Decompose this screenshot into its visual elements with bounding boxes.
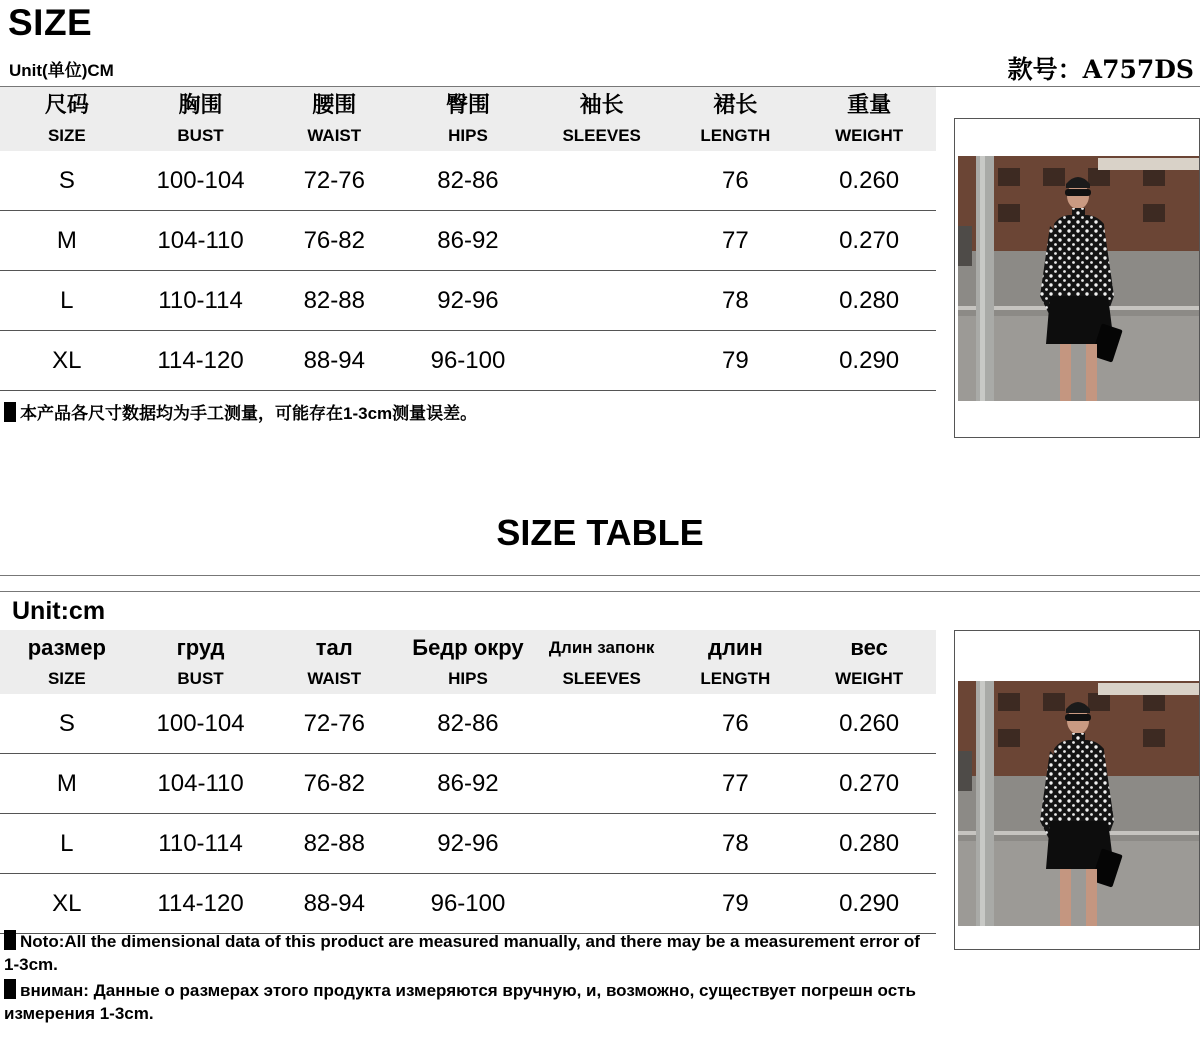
- table-row: [0, 211, 936, 271]
- measurement-note-ru: вниман: Данные о размерах этого продукта измеряются вручную, и, возможно, существует погрешн ость измерения 1-3cm.: [4, 981, 916, 1023]
- size-table-title: SIZE TABLE: [496, 512, 704, 553]
- cell-size: XL: [0, 331, 134, 391]
- divider: [0, 591, 1200, 592]
- header-hips: Бедр окру HIPS: [401, 630, 535, 694]
- header-sleeves: 袖长 SLEEVES: [535, 87, 669, 151]
- cell-length: 76: [669, 694, 803, 754]
- cell-sleeves: [535, 151, 669, 211]
- cell-waist: 88-94: [267, 331, 401, 391]
- cell-weight: 0.270: [802, 211, 936, 271]
- table-header-row: [0, 87, 936, 151]
- product-photo: [958, 156, 1199, 401]
- header-length: 裙长 LENGTH: [669, 87, 803, 151]
- cell-waist: 82-88: [267, 271, 401, 331]
- header-waist: тал WAIST: [267, 630, 401, 694]
- unit-label: Unit:cm: [12, 597, 106, 625]
- cell-hips: 92-96: [401, 814, 535, 874]
- cell-length: 76: [669, 151, 803, 211]
- cell-waist: 82-88: [267, 814, 401, 874]
- cell-hips: 96-100: [401, 331, 535, 391]
- header-bust: 胸围 BUST: [134, 87, 268, 151]
- cell-hips: 92-96: [401, 271, 535, 331]
- cell-bust: 110-114: [134, 271, 268, 331]
- cell-waist: 76-82: [267, 754, 401, 814]
- cell-bust: 104-110: [134, 754, 268, 814]
- table-row: [0, 151, 936, 211]
- model-number: 款号：A757DS: [1007, 55, 1194, 84]
- header-weight: вес WEIGHT: [802, 630, 936, 694]
- table-row: [0, 754, 936, 814]
- note-marker: [4, 979, 16, 999]
- cell-length: 77: [669, 211, 803, 271]
- divider: [0, 575, 1200, 576]
- measurement-note-cn: 本产品各尺寸数据均为手工测量，可能存在1-3cm测量误差。: [4, 402, 934, 425]
- size-table-cn: [0, 87, 936, 391]
- page-title: SIZE: [8, 2, 93, 43]
- cell-length: 79: [669, 874, 803, 934]
- cell-weight: 0.260: [802, 694, 936, 754]
- header-size: размер SIZE: [0, 630, 134, 694]
- note-marker: [4, 930, 16, 950]
- table-row: [0, 874, 936, 934]
- cell-size: L: [0, 814, 134, 874]
- cell-weight: 0.260: [802, 151, 936, 211]
- cell-size: L: [0, 271, 134, 331]
- product-photo-frame: [954, 630, 1200, 950]
- cell-weight: 0.290: [802, 331, 936, 391]
- cell-bust: 110-114: [134, 814, 268, 874]
- header-hips: 臀围 HIPS: [401, 87, 535, 151]
- cell-bust: 100-104: [134, 151, 268, 211]
- cell-waist: 72-76: [267, 694, 401, 754]
- cell-sleeves: [535, 754, 669, 814]
- header-length: длин LENGTH: [669, 630, 803, 694]
- cell-weight: 0.290: [802, 874, 936, 934]
- cell-weight: 0.280: [802, 814, 936, 874]
- cell-hips: 82-86: [401, 694, 535, 754]
- table-header-row: [0, 630, 936, 694]
- cell-length: 78: [669, 271, 803, 331]
- cell-hips: 96-100: [401, 874, 535, 934]
- table-row: [0, 694, 936, 754]
- cell-size: M: [0, 211, 134, 271]
- cell-sleeves: [535, 694, 669, 754]
- measurement-note-en: Noto:All the dimensional data of this product are measured manually, and there may be a measurement error of 1-3cm.: [4, 932, 920, 974]
- cell-size: M: [0, 754, 134, 814]
- cell-length: 79: [669, 331, 803, 391]
- cell-waist: 72-76: [267, 151, 401, 211]
- cell-size: S: [0, 151, 134, 211]
- cell-sleeves: [535, 331, 669, 391]
- table-row: [0, 814, 936, 874]
- cell-length: 77: [669, 754, 803, 814]
- cell-size: XL: [0, 874, 134, 934]
- cell-bust: 104-110: [134, 211, 268, 271]
- cell-hips: 82-86: [401, 151, 535, 211]
- cell-bust: 114-120: [134, 331, 268, 391]
- note-marker: [4, 402, 16, 422]
- cell-hips: 86-92: [401, 754, 535, 814]
- table-row: [0, 271, 936, 331]
- cell-sleeves: [535, 814, 669, 874]
- cell-weight: 0.280: [802, 271, 936, 331]
- header-size: 尺码 SIZE: [0, 87, 134, 151]
- cell-sleeves: [535, 271, 669, 331]
- product-photo-frame: [954, 118, 1200, 438]
- unit-label: Unit(单位)CM: [9, 61, 114, 80]
- header-sleeves: Длин запонк SLEEVES: [535, 630, 669, 694]
- header-bust: груд BUST: [134, 630, 268, 694]
- cell-bust: 100-104: [134, 694, 268, 754]
- cell-length: 78: [669, 814, 803, 874]
- table-row: [0, 331, 936, 391]
- cell-sleeves: [535, 874, 669, 934]
- cell-size: S: [0, 694, 134, 754]
- size-table-ru: [0, 630, 936, 934]
- cell-waist: 76-82: [267, 211, 401, 271]
- cell-weight: 0.270: [802, 754, 936, 814]
- model-photo-illustration: [958, 156, 1199, 401]
- model-photo-illustration: [958, 681, 1199, 926]
- product-photo: [958, 681, 1199, 926]
- cell-bust: 114-120: [134, 874, 268, 934]
- cell-sleeves: [535, 211, 669, 271]
- header-waist: 腰围 WAIST: [267, 87, 401, 151]
- cell-waist: 88-94: [267, 874, 401, 934]
- header-weight: 重量 WEIGHT: [802, 87, 936, 151]
- cell-hips: 86-92: [401, 211, 535, 271]
